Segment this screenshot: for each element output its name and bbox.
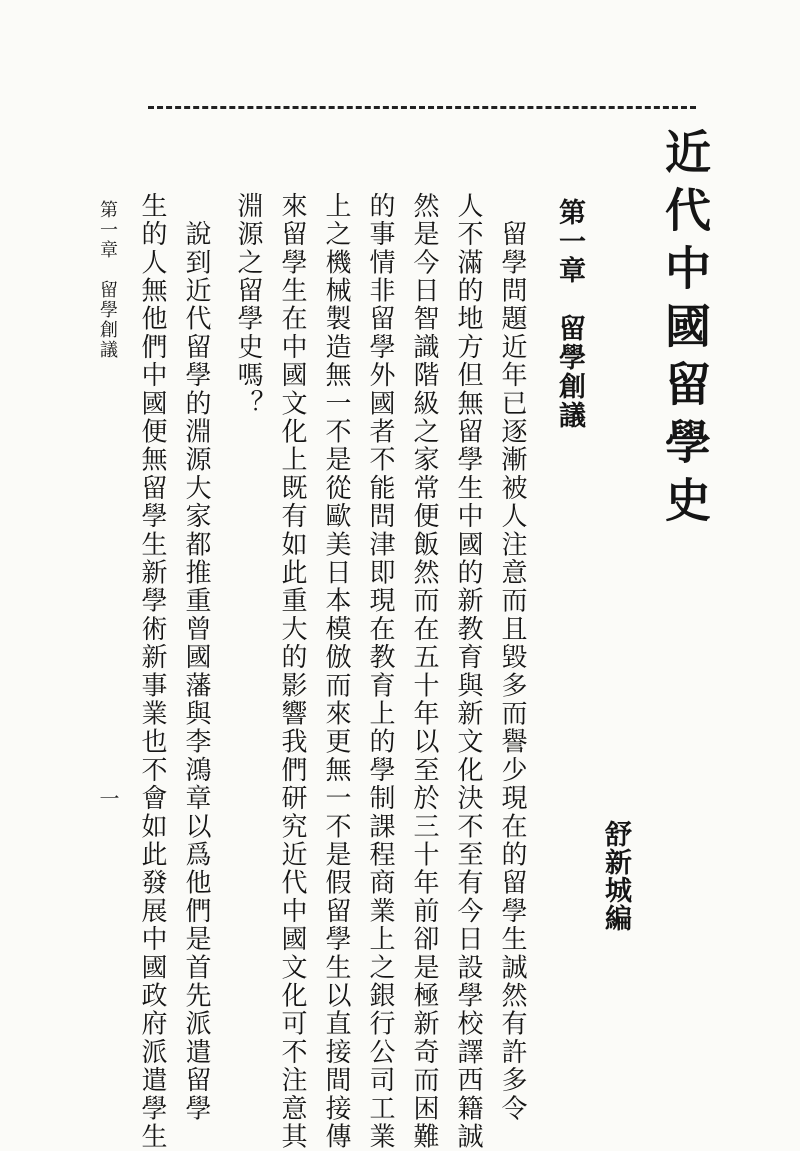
- body-line: 說到近代留學的淵源大家都推重曾國藩與李鴻章以爲他們是首先派遣留學: [181, 192, 211, 1123]
- body-line: 人不滿的地方但無留學生中國的新教育與新文化決不至有今日設學校譯西籍誠: [453, 192, 483, 1151]
- body-line: 上之機械製造無一不是從歐美日本模倣而來更無一不是假留學生以直接間接傳: [321, 192, 351, 1151]
- running-head: 第一章 留學創議: [97, 200, 118, 360]
- book-title: 近代中國留學史: [658, 128, 712, 534]
- body-line: 留學問題近年已逐漸被人注意而且毀多而譽少現在的留學生誠然有許多令: [497, 192, 527, 1123]
- body-line: 的事情非留學外國者不能問津即現在教育上的學制課程商業上之銀行公司工業: [365, 192, 395, 1151]
- body-line: 來留學生在中國文化上既有如此重大的影響我們研究近代中國文化可不注意其: [277, 192, 307, 1151]
- body-line: 然是今日智識階級之家常便飯然而在五十年以至於三十年前卻是極新奇而困難: [409, 192, 439, 1151]
- page-number: 一: [96, 788, 120, 808]
- chapter-heading: 第一章 留學創議: [554, 198, 585, 430]
- body-line: 生的人無他們中國便無留學生新學術新事業也不會如此發展中國政府派遣學生: [137, 192, 167, 1151]
- author-credit: 舒新城編: [600, 820, 631, 932]
- body-line: 淵源之留學史嗎？: [233, 192, 263, 418]
- top-rule: [148, 106, 696, 109]
